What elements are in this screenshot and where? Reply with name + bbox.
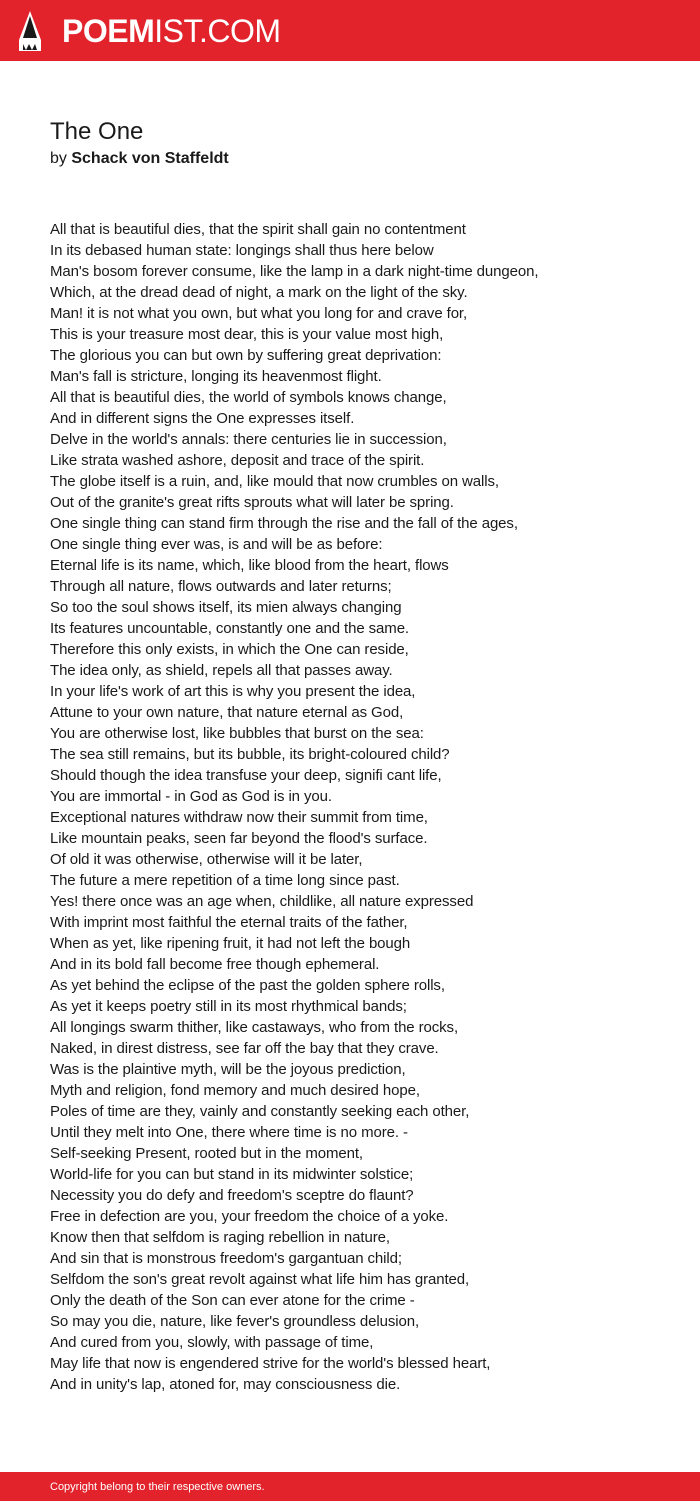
- poem-line: When as yet, like ripening fruit, it had not left the bough: [50, 935, 411, 952]
- poem-line: Poles of time are they, vainly and constantly seeking each other,: [50, 1103, 470, 1120]
- poem-line: Its features uncountable, constantly one and the same.: [50, 620, 410, 637]
- poem-line: The future a mere repetition of a time long since past.: [50, 872, 400, 889]
- poem-line: Only the death of the Son can ever atone for the crime -: [50, 1292, 415, 1309]
- poem-line: Of old it was otherwise, otherwise will it be later,: [50, 851, 363, 868]
- poem-line: In its debased human state: longings shall thus here below: [50, 242, 434, 259]
- poem-line: Know then that selfdom is raging rebellion in nature,: [50, 1229, 390, 1246]
- poem-line: One single thing can stand firm through the rise and the fall of the ages,: [50, 515, 518, 532]
- poem-line: Which, at the dread dead of night, a mark on the light of the sky.: [50, 284, 468, 301]
- poem-line: Like strata washed ashore, deposit and trace of the spirit.: [50, 452, 425, 469]
- poem-line: Was is the plaintive myth, will be the joyous prediction,: [50, 1061, 406, 1078]
- poem-line: So may you die, nature, like fever's groundless delusion,: [50, 1313, 420, 1330]
- site-footer: [0, 1472, 700, 1501]
- poem-line: Man's fall is stricture, longing its heavenmost flight.: [50, 368, 382, 385]
- poem-line: Exceptional natures withdraw now their summit from time,: [50, 809, 428, 826]
- poem-line: Attune to your own nature, that nature eternal as God,: [50, 704, 404, 721]
- poem-byline: [50, 149, 229, 169]
- poem-line: Delve in the world's annals: there centuries lie in succession,: [50, 431, 447, 448]
- poem-line: So too the soul shows itself, its mien always changing: [50, 599, 402, 616]
- brand-bold-text: POEM: [62, 13, 155, 49]
- poem-line: Free in defection are you, your freedom the choice of a yoke.: [50, 1208, 449, 1225]
- poem-line: And cured from you, slowly, with passage of time,: [50, 1334, 374, 1351]
- poem-line: In your life's work of art this is why you present the idea,: [50, 683, 416, 700]
- poem-line: The idea only, as shield, repels all that passes away.: [50, 662, 393, 679]
- brand-light-text: IST.COM: [154, 13, 281, 49]
- poem-title: The One: [50, 118, 144, 145]
- poem-line: Like mountain peaks, seen far beyond the flood's surface.: [50, 830, 428, 847]
- poem-line: You are immortal - in God as God is in you.: [50, 788, 332, 805]
- poem-line: The sea still remains, but its bubble, its bright-coloured child?: [50, 746, 450, 763]
- poem-line: Should though the idea transfuse your deep, signifi cant life,: [50, 767, 442, 784]
- poem-line: World-life for you can but stand in its midwinter solstice;: [50, 1166, 414, 1183]
- poem-line: The globe itself is a ruin, and, like mould that now crumbles on walls,: [50, 473, 499, 490]
- poem-line: As yet behind the eclipse of the past the golden sphere rolls,: [50, 977, 445, 994]
- poem-line: All longings swarm thither, like castaways, who from the rocks,: [50, 1019, 459, 1036]
- poem-line: And in different signs the One expresses itself.: [50, 410, 355, 427]
- poem-line: Out of the granite's great rifts sprouts what will later be spring.: [50, 494, 454, 511]
- poem-line: Until they melt into One, there where time is no more. -: [50, 1124, 408, 1141]
- poem-line: Self-seeking Present, rooted but in the moment,: [50, 1145, 363, 1162]
- by-label: by: [50, 150, 67, 167]
- poem-line: Therefore this only exists, in which the One can reside,: [50, 641, 409, 658]
- poem-line: Man's bosom forever consume, like the lamp in a dark night-time dungeon,: [50, 263, 539, 280]
- poem-line: And sin that is monstrous freedom's gargantuan child;: [50, 1250, 402, 1267]
- poem-line: Yes! there once was an age when, childlike, all nature expressed: [50, 893, 474, 910]
- poem-line: You are otherwise lost, like bubbles that burst on the sea:: [50, 725, 424, 742]
- pencil-tip-icon[interactable]: [18, 10, 42, 52]
- poem-author: Schack von Staffeldt: [71, 150, 229, 167]
- poem-line: And in its bold fall become free though ephemeral.: [50, 956, 380, 973]
- poem-line: All that is beautiful dies, the world of symbols knows change,: [50, 389, 447, 406]
- poem-line: Naked, in direst distress, see far off the bay that they crave.: [50, 1040, 439, 1057]
- poem-line: As yet it keeps poetry still in its most rhythmical bands;: [50, 998, 407, 1015]
- poem-line: With imprint most faithful the eternal traits of the father,: [50, 914, 408, 931]
- poem-line: Selfdom the son's great revolt against what life him has granted,: [50, 1271, 470, 1288]
- poem-line: One single thing ever was, is and will be as before:: [50, 536, 383, 553]
- poem-line: Eternal life is its name, which, like blood from the heart, flows: [50, 557, 449, 574]
- poem-line: This is your treasure most dear, this is your value most high,: [50, 326, 444, 343]
- poem-line: All that is beautiful dies, that the spirit shall gain no contentment: [50, 221, 466, 238]
- poem-line: Through all nature, flows outwards and later returns;: [50, 578, 392, 595]
- poem-line: Man! it is not what you own, but what you long for and crave for,: [50, 305, 468, 322]
- poem-line: Necessity you do defy and freedom's sceptre do flaunt?: [50, 1187, 414, 1204]
- poem-line: May life that now is engendered strive for the world's blessed heart,: [50, 1355, 491, 1372]
- copyright-text: Copyright belong to their respective owners.: [50, 1481, 265, 1493]
- poem-line: Myth and religion, fond memory and much desired hope,: [50, 1082, 420, 1099]
- site-header: [0, 0, 700, 61]
- poem-line: The glorious you can but own by suffering great deprivation:: [50, 347, 442, 364]
- poem-line: And in unity's lap, atoned for, may consciousness die.: [50, 1376, 401, 1393]
- poem-body: [50, 219, 670, 1395]
- site-logo-text[interactable]: [62, 11, 281, 51]
